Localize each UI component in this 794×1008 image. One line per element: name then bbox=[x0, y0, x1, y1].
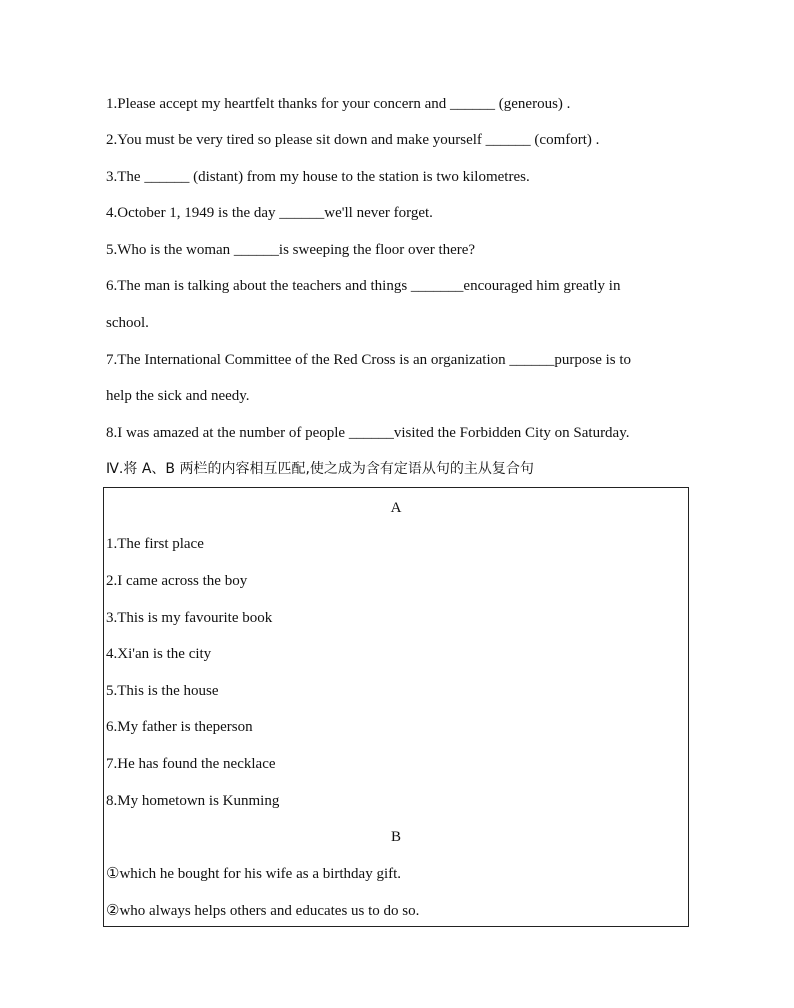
column-a-item: 6.My father is theperson bbox=[106, 719, 253, 735]
column-a-item: 1.The first place bbox=[106, 536, 204, 552]
matching-table bbox=[103, 487, 689, 927]
question-7-continued: help the sick and needy. bbox=[106, 388, 250, 404]
column-a-item: 4.Xi'an is the city bbox=[106, 646, 212, 662]
column-b-header: B bbox=[390, 829, 401, 845]
column-b-item: ②who always helps others and educates us to do so. bbox=[106, 903, 420, 919]
question-6-continued: school. bbox=[106, 315, 149, 331]
question-2: 2.You must be very tired so please sit down and make yourself ______ (comfort) . bbox=[106, 132, 600, 148]
question-4: 4.October 1, 1949 is the day ______we'll never forget. bbox=[106, 205, 433, 221]
question-6: 6.The man is talking about the teachers and things _______encouraged him greatly in bbox=[106, 278, 621, 294]
question-8: 8.I was amazed at the number of people ______visited the Forbidden City on Saturday. bbox=[106, 425, 630, 441]
column-b-item: ①which he bought for his wife as a birthday gift. bbox=[106, 866, 402, 882]
question-3: 3.The ______ (distant) from my house to the station is two kilometres. bbox=[106, 169, 530, 185]
column-a-item: 5.This is the house bbox=[106, 683, 219, 699]
question-7: 7.The International Committee of the Red Cross is an organization ______purpose is to bbox=[106, 352, 632, 368]
column-a-item: 2.I came across the boy bbox=[106, 573, 248, 589]
column-a-item: 3.This is my favourite book bbox=[106, 610, 273, 626]
column-a-item: 7.He has found the necklace bbox=[106, 756, 276, 772]
column-a-item: 8.My hometown is Kunming bbox=[106, 793, 280, 809]
column-a-header: A bbox=[390, 500, 402, 516]
question-1: 1.Please accept my heartfelt thanks for your concern and ______ (generous) . bbox=[106, 96, 571, 112]
section-heading: Ⅳ.将 A、B 两栏的内容相互匹配,使之成为含有定语从句的主从复合句 bbox=[106, 461, 534, 477]
question-5: 5.Who is the woman ______is sweeping the floor over there? bbox=[106, 242, 476, 258]
